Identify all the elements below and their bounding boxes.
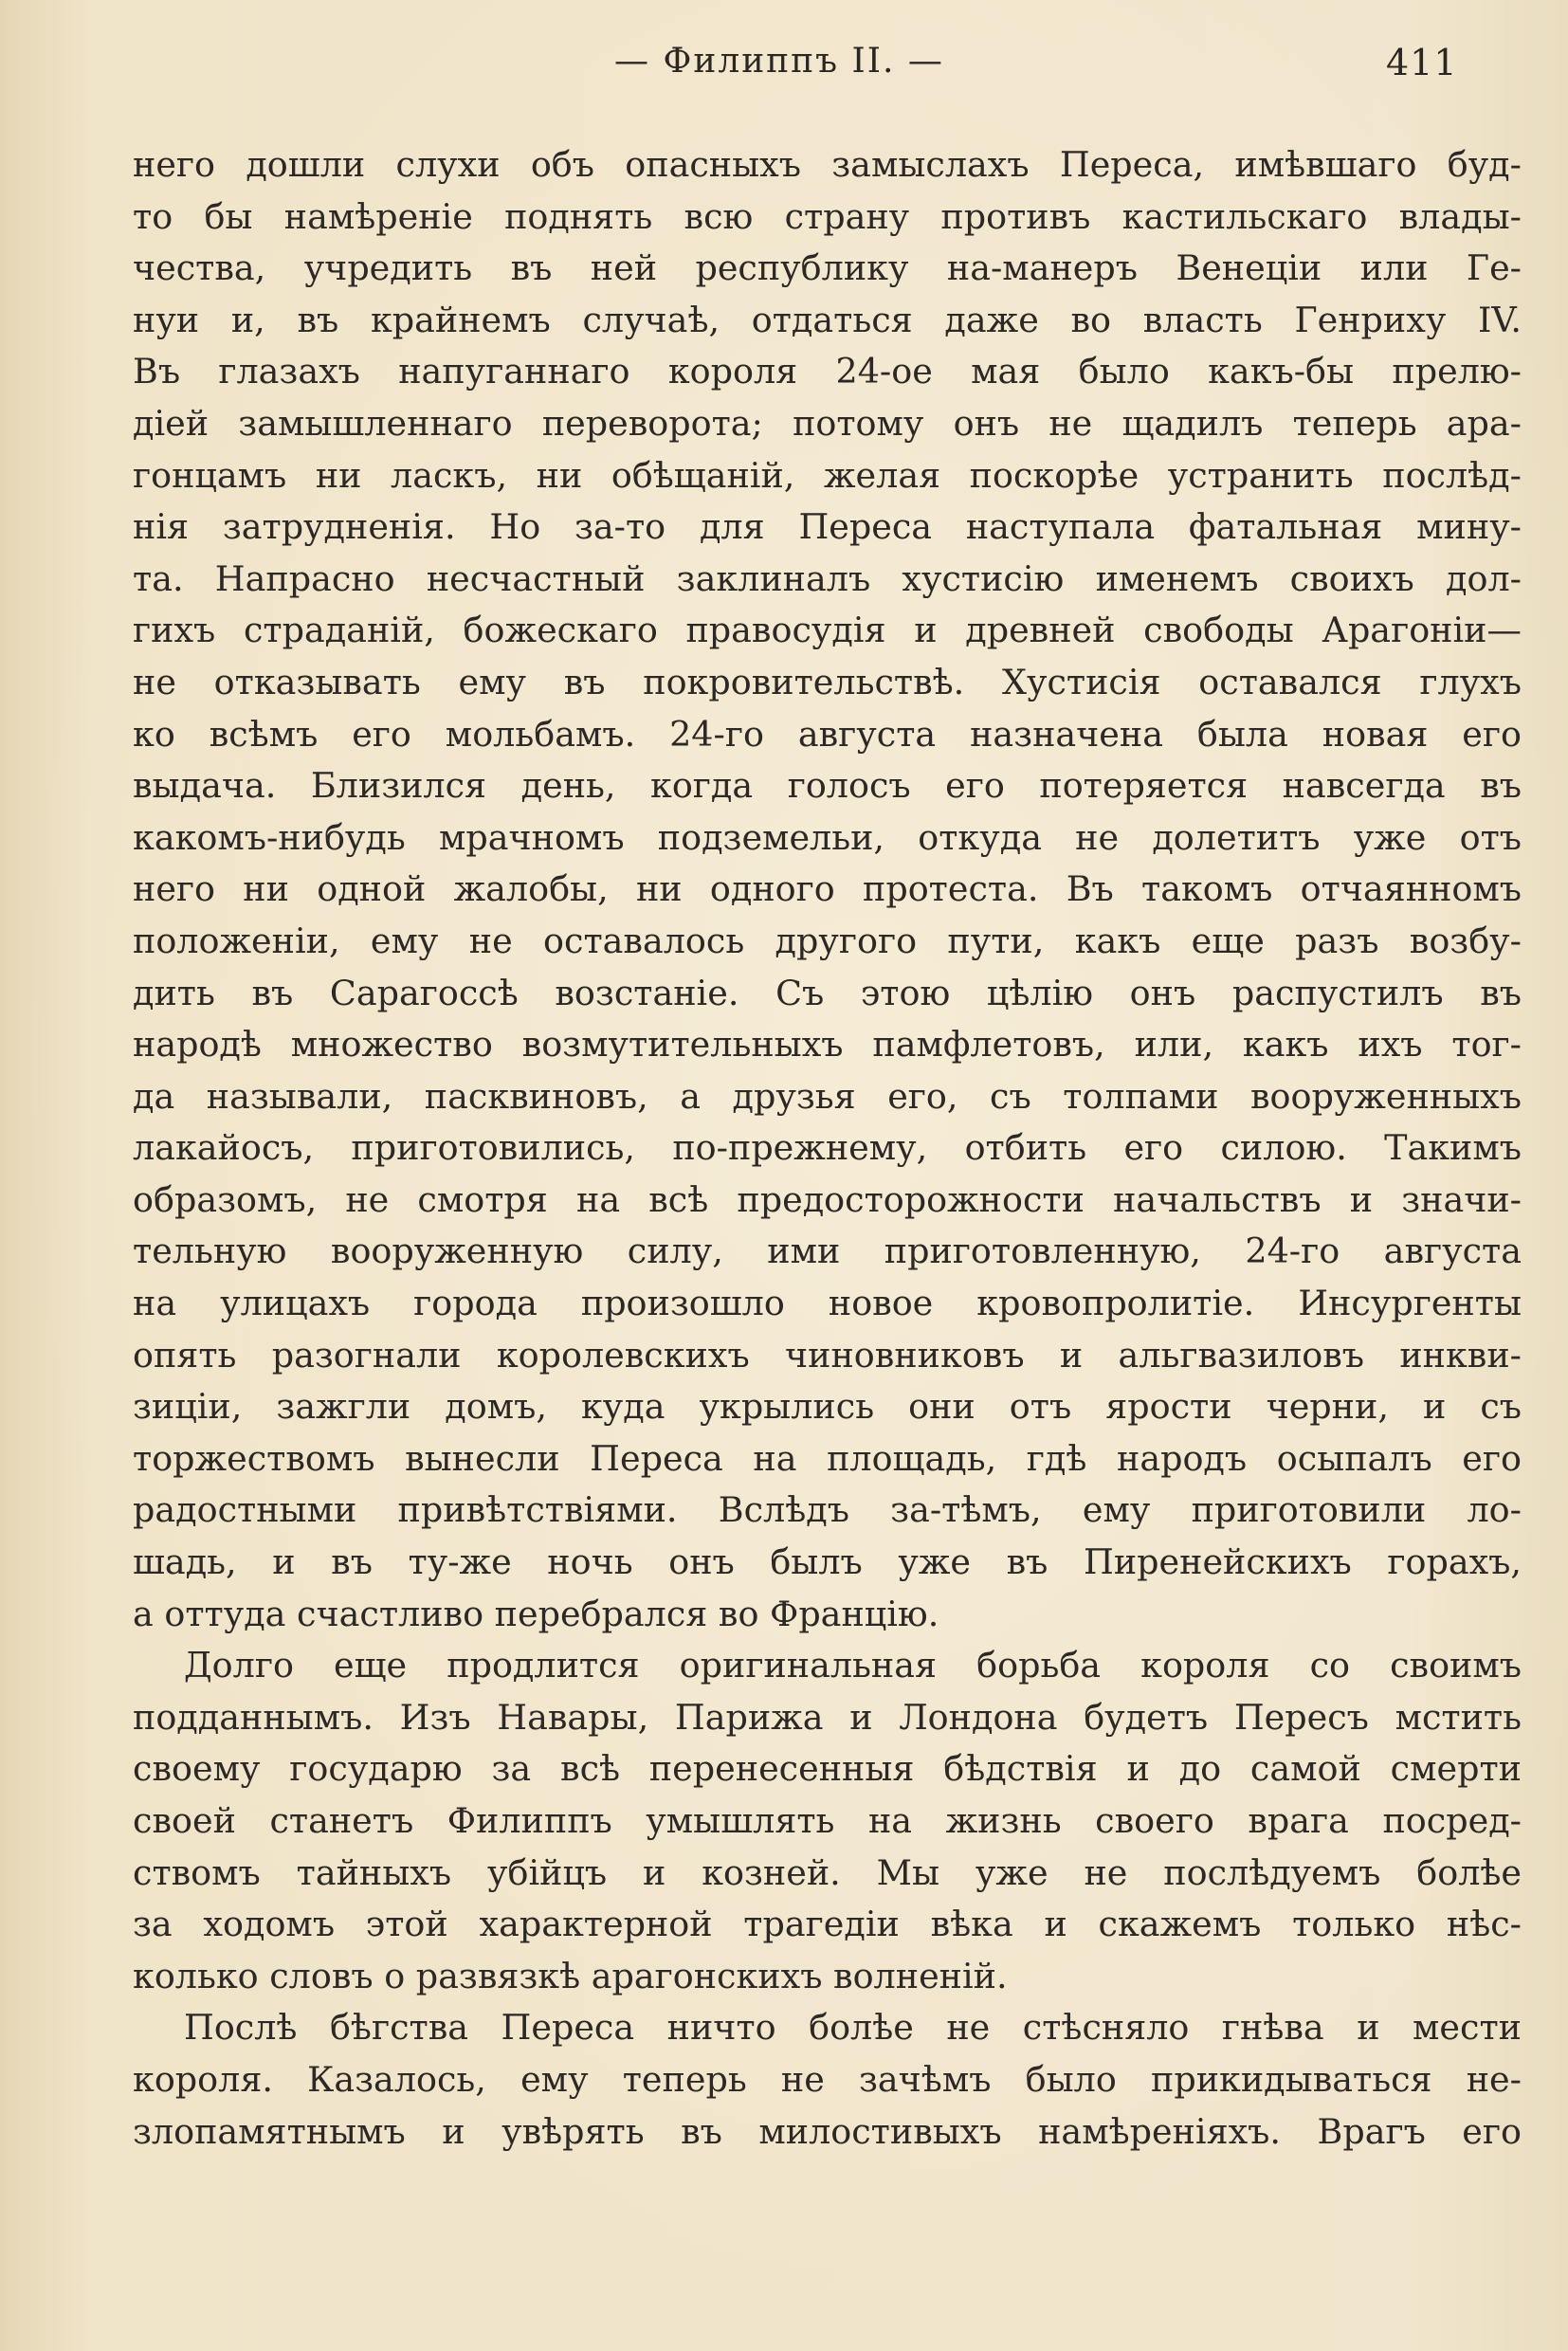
text-line: тельную вооруженную силу, ими приготовленную, 24-го августа (133, 1230, 1522, 1272)
body-text (133, 139, 1522, 2158)
text-line: гонцамъ ни ласкъ, ни обѣщаній, желая поскорѣе устранить послѣд- (133, 454, 1522, 496)
text-line: радостными привѣтствіями. Вслѣдъ за-тѣмъ, ему приготовили ло- (133, 1489, 1522, 1531)
text-line: своему государю за всѣ перенесенныя бѣдствія и до самой смерти (133, 1748, 1522, 1790)
text-line: торжествомъ вынесли Переса на площадь, гдѣ народъ осыпалъ его (133, 1437, 1522, 1479)
text-line: положеніи, ему не оставалось другого пути, какъ еще разъ возбу- (133, 920, 1522, 961)
text-line: чества, учредить въ ней республику на-манеръ Венеціи или Ге- (133, 247, 1522, 289)
text-line: какомъ-нибудь мрачномъ подземельи, откуда не долетитъ уже отъ (133, 816, 1522, 858)
text-line: та. Напрасно несчастный заклиналъ хустисію именемъ своихъ дол- (133, 557, 1522, 599)
text-line: злопамятнымъ и увѣрять въ милостивыхъ намѣреніяхъ. Врагъ его (133, 2110, 1522, 2152)
running-title: — Филиппъ II. — (614, 42, 944, 81)
text-line: народѣ множество возмутительныхъ памфлетовъ, или, какъ ихъ тог- (133, 1024, 1522, 1066)
text-line: своей станетъ Филиппъ умышлять на жизнь своего врага посред- (133, 1800, 1522, 1841)
text-line: шадь, и въ ту-же ночь онъ былъ уже въ Пиренейскихъ горахъ, (133, 1541, 1522, 1583)
text-line: него ни одной жалобы, ни одного протеста. Въ такомъ отчаянномъ (133, 868, 1522, 910)
text-line: діей замышленнаго переворота; потому онъ не щадилъ теперь ара- (133, 402, 1522, 444)
text-line: нуи и, въ крайнемъ случаѣ, отдаться даже во власть Генриху IV. (133, 299, 1522, 340)
text-line: выдача. Близился день, когда голосъ его потеряется навсегда въ (133, 765, 1522, 807)
text-line: да называли, пасквиновъ, а друзья его, съ толпами вооруженныхъ (133, 1075, 1522, 1117)
text-line: короля. Казалось, ему теперь не зачѣмъ было прикидываться не- (133, 2058, 1522, 2100)
text-line: нія затрудненія. Но за-то для Переса наступала фатальная мину- (133, 506, 1522, 548)
text-line: ко всѣмъ его мольбамъ. 24-го августа назначена была новая его (133, 713, 1522, 755)
page-number: 411 (1386, 42, 1458, 83)
text-line: гихъ страданій, божескаго правосудія и древней свободы Арагоніи— (133, 610, 1522, 651)
text-line: образомъ, не смотря на всѣ предосторожности начальствъ и значи- (133, 1178, 1522, 1220)
text-line: то бы намѣреніе поднять всю страну противъ кастильскаго влады- (133, 195, 1522, 237)
text-line: лакайосъ, приготовились, по-прежнему, отбить его силою. Такимъ (133, 1127, 1522, 1169)
text-line: колько словъ о развязкѣ арагонскихъ волненій. (133, 1955, 1008, 1996)
page-header (0, 42, 1568, 99)
text-line: него дошли слухи объ опасныхъ замыслахъ Переса, имѣвшаго буд- (133, 144, 1522, 185)
text-line: ствомъ тайныхъ убійцъ и козней. Мы уже не послѣдуемъ болѣе (133, 1851, 1522, 1893)
text-line: за ходомъ этой характерной трагедіи вѣка и скажемъ только нѣс- (133, 1904, 1522, 1945)
paragraph-1 (133, 139, 1522, 1640)
text-line: Въ глазахъ напуганнаго короля 24-ое мая было какъ-бы прелю- (133, 351, 1522, 392)
paragraph-3 (133, 2002, 1522, 2158)
text-line: Долго еще продлится оригинальная борьба короля со своимъ (184, 1645, 1522, 1686)
text-line: подданнымъ. Изъ Навары, Парижа и Лондона будетъ Пересъ мстить (133, 1696, 1522, 1738)
text-line: на улицахъ города произошло новое кровопролитіе. Инсургенты (133, 1283, 1522, 1324)
text-line: опять разогнали королевскихъ чиновниковъ и альгвазиловъ инкви- (133, 1334, 1522, 1376)
text-line: не отказывать ему въ покровительствѣ. Хустисія оставался глухъ (133, 661, 1522, 702)
text-line: а оттуда счастливо перебрался во Францію. (133, 1593, 939, 1634)
text-line: зиціи, зажгли домъ, куда укрылись они отъ ярости черни, и съ (133, 1386, 1522, 1428)
text-line: дить въ Сарагоссѣ возстаніе. Съ этою цѣлію онъ распустилъ въ (133, 972, 1522, 1013)
paragraph-2 (133, 1640, 1522, 2002)
text-line: Послѣ бѣгства Переса ничто болѣе не стѣсняло гнѣва и мести (184, 2007, 1522, 2049)
